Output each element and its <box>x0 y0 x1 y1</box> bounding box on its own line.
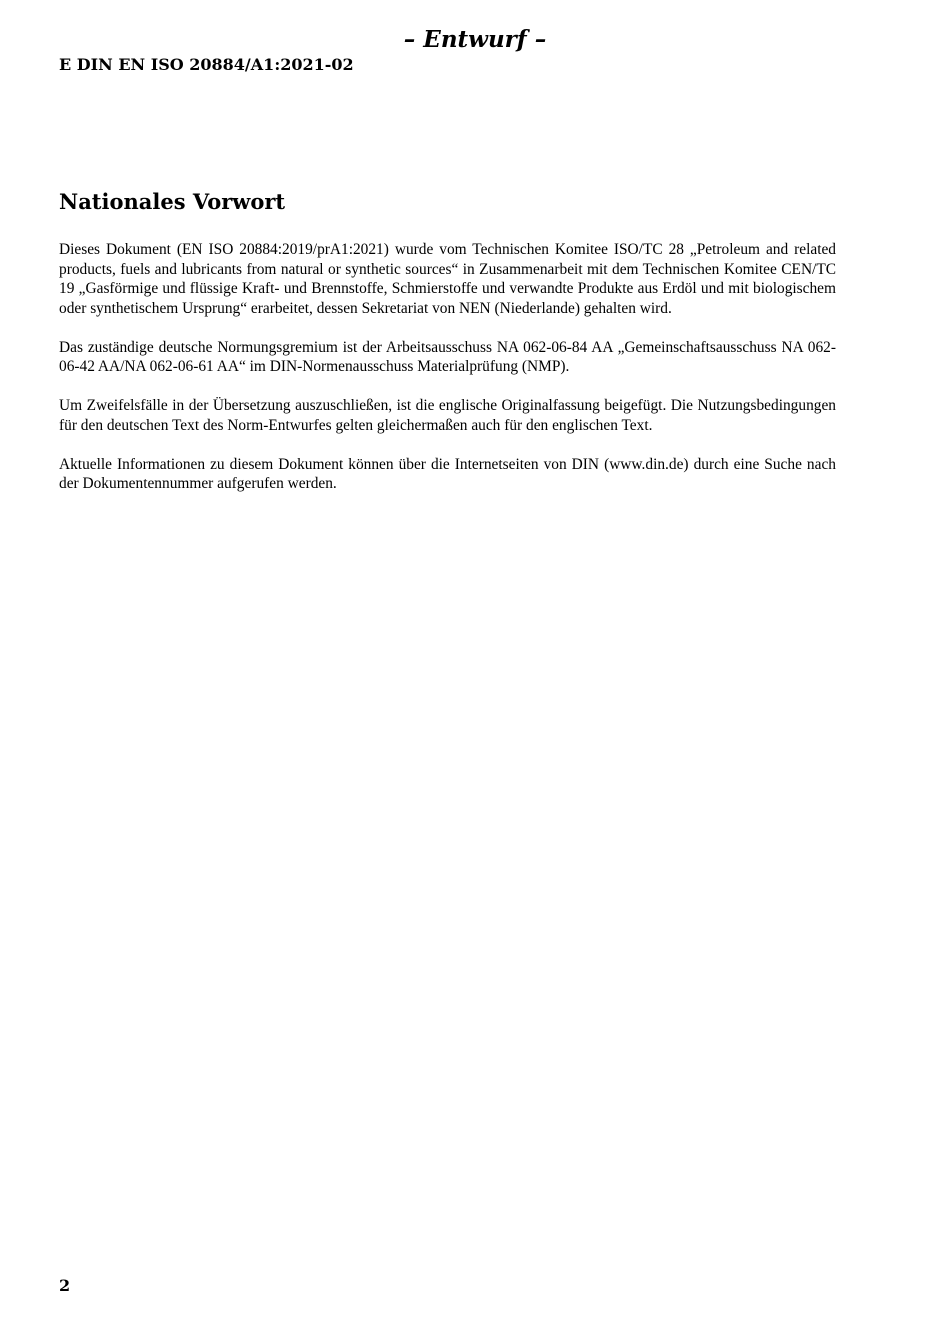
paragraph-translation-note: Um Zweifelsfälle in der Übersetzung auszuschließen, ist die englische Originalfassung beigefügt. Die Nutzungsbedingungen für den deutschen Text des Norm-Entwurfes gelten gleichermaßen auch für den englischen Text. <box>59 397 836 434</box>
draft-label: – Entwurf – <box>403 26 547 53</box>
page-number: 2 <box>59 1276 71 1295</box>
foreword-body <box>59 240 836 513</box>
section-title: Nationales Vorwort <box>59 189 286 214</box>
paragraph-information: Aktuelle Informationen zu diesem Dokument können über die Internetseiten von DIN (www.din.de) durch eine Suche nach der Dokumentennummer aufgerufen werden. <box>59 455 836 492</box>
paragraph-national-committee: Das zuständige deutsche Normungsgremium ist der Arbeitsausschuss NA 062-06-84 AA „Gemeinschaftsausschuss NA 062-06-42 AA/NA 062-06-61 AA“ im DIN-Normenausschuss Materialprüfung (NMP). <box>59 338 836 375</box>
paragraph-committee: Dieses Dokument (EN ISO 20884:2019/prA1:2021) wurde vom Technischen Komitee ISO/TC 28 „Petroleum and related products, fuels and lubricants from natural or synthetic sources“ in Zusammenarbeit mit dem Technischen Komitee CEN/TC 19 „Gasförmige und flüssige Kraft- und Brennstoffe, Schmierstoffe und verwandte Produkte aus Erdöl und mit biologischem oder synthetischem Ursprung“ erarbeitet, dessen Sekretariat von NEN (Niederlande) gehalten wird. <box>59 241 836 317</box>
document-id: E DIN EN ISO 20884/A1:2021-02 <box>59 55 354 74</box>
